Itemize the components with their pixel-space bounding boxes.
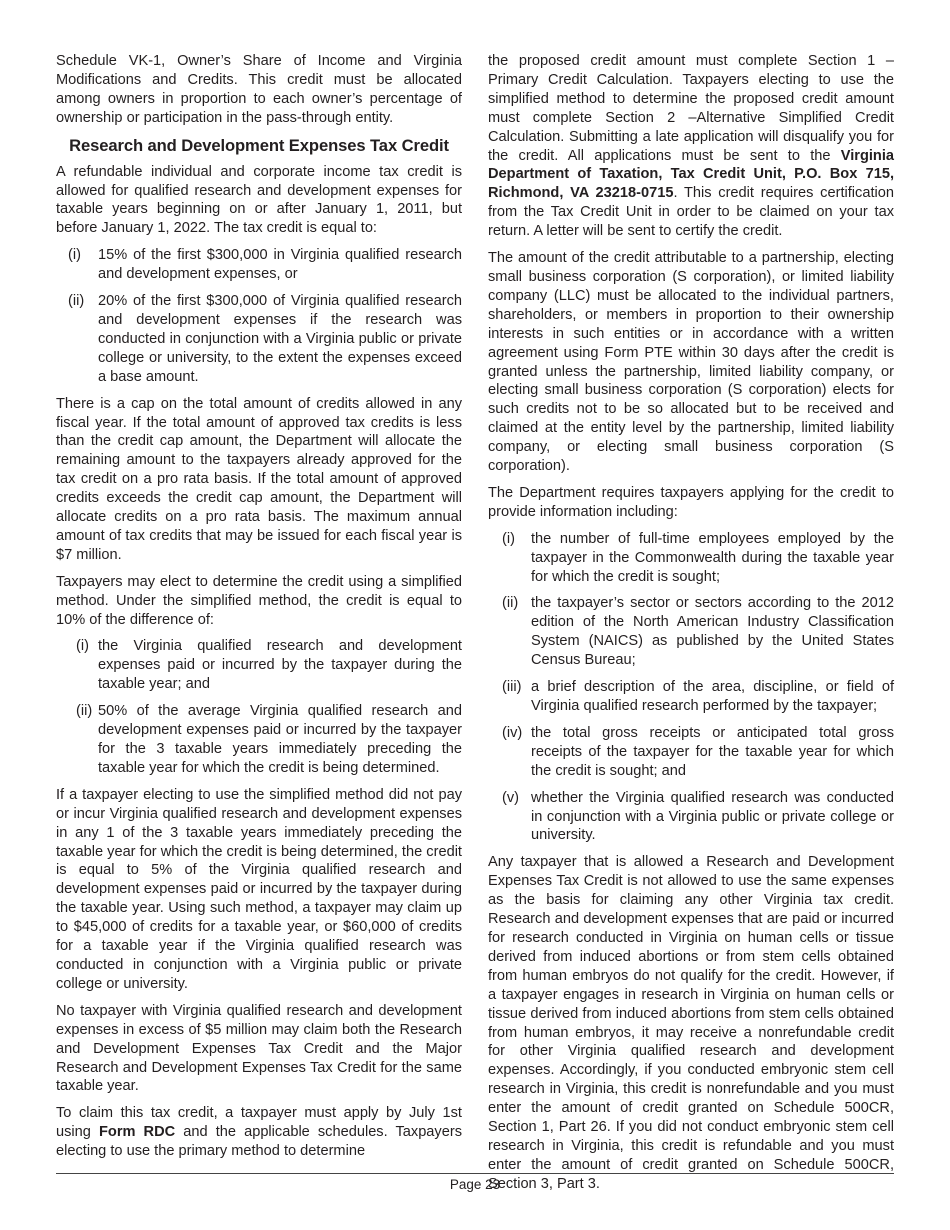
list-item-number: (iv) (502, 724, 523, 741)
list-item-number: (ii) (76, 703, 93, 720)
list-item-text: whether the Virginia qualified research was conducted in conjunction with a Virginia public or private college or university. (531, 789, 894, 844)
five-million-limit-paragraph: No taxpayer with Virginia qualified research and development expenses in excess of $5 million may claim both the Research and Development Expenses Tax Credit and the Major Research and Development Expenses Tax Credit for the same taxable year. (56, 1002, 462, 1095)
application-text-cont: . This credit requires certification from the Tax Credit Unit in order to be claimed on your tax return. A letter will be sent to certify the credit. (488, 185, 894, 240)
list-item-number: (v) (502, 789, 520, 806)
list-item-text: 15% of the first $300,000 in Virginia qualified research and development expenses, or (98, 247, 462, 283)
footer-divider (56, 1173, 894, 1174)
list-item (488, 724, 894, 781)
list-item-number: (ii) (68, 293, 85, 310)
list-item-number: (i) (68, 247, 81, 264)
list-item (56, 292, 462, 387)
list-item-number: (i) (76, 638, 89, 655)
list-item (488, 594, 894, 670)
simplified-method-paragraph: Taxpayers may elect to determine the credit using a simplified method. Under the simplified method, the credit is equal to 10% of the difference of: (56, 573, 462, 628)
simplified-method-list (56, 637, 462, 777)
list-item (488, 678, 894, 716)
how-to-claim-text-cont: and the applicable schedules. Taxpayers electing to use the primary method to determine (56, 1124, 462, 1160)
list-item-text: the number of full-time employees employed by the taxpayer in the Commonwealth during the taxable year for which the credit is sought; (531, 530, 894, 585)
mailing-address: Virginia Department of Taxation, Tax Credit Unit, P.O. Box 715, Richmond, VA 23218-0715 (488, 147, 894, 202)
list-item-number: (i) (502, 530, 515, 547)
required-info-paragraph: The Department requires taxpayers applying for the credit to provide information including: (488, 484, 894, 520)
no-prior-expenses-paragraph: If a taxpayer electing to use the simplified method did not pay or incur Virginia qualified research and development expenses in any 1 of the 3 taxable years immediately preceding the taxable year for which the credit is being determined, the credit is equal to 5% of the Virginia qualified research and development expenses paid or incurred by the taxpayer during the taxable year. Using such method, a taxpayer may claim up to $45,000 of credits for a taxable year, or $60,000 of credits for a taxable year if the Virginia qualified research was conducted in conjunction with a Virginia public or private college or university. (56, 786, 462, 992)
credit-definition-paragraph: A refundable individual and corporate income tax credit is allowed for qualified research and development expenses for taxable years beginning on or after January 1, 2011, but before January 1, 2022. The tax credit is equal to: (56, 163, 462, 237)
list-item-text: the taxpayer’s sector or sectors according to the 2012 edition of the North American Industry Classification System (NAICS) as published by the United States Census Bureau; (531, 595, 894, 669)
list-item-text: 20% of the first $300,000 of Virginia qualified research and development expenses if the research was conducted in conjunction with a Virginia public or private college or university, to the extent the expenses exceed a base amount. (98, 293, 462, 385)
page-number: Page 23 (449, 1177, 501, 1192)
intro-paragraph: Schedule VK-1, Owner’s Share of Income and Virginia Modifications and Credits. This credit must be allocated among owners in proportion to each owner’s percentage of ownership or participation in the pass-through entity. (56, 53, 462, 126)
how-to-claim-text: To claim this tax credit, a taxpayer must apply by July 1st using (56, 1105, 462, 1141)
section-heading: Research and Development Expenses Tax Credit (69, 135, 449, 155)
list-item-number: (ii) (502, 595, 519, 612)
list-item (56, 246, 462, 284)
credit-rate-list (56, 246, 462, 386)
list-item-text: 50% of the average Virginia qualified research and development expenses paid or incurred by the taxpayer for the 3 taxable years immediately preceding the taxable year for which the credit is being determined. (98, 703, 462, 776)
required-info-list (488, 530, 894, 846)
list-item-text: the Virginia qualified research and development expenses paid or incurred by the taxpayer during the taxable year; and (98, 638, 462, 693)
list-item (488, 530, 894, 587)
stem-cell-paragraph: Any taxpayer that is allowed a Research and Development Expenses Tax Credit is not allowed to use the same expenses as the basis for claiming any other Virginia tax credit. Research and development expenses that are paid or incurred for research conducted in Virginia on human cells or tissue derived from induced abortions or from stem cells obtained from human embryos do not qualify for the credit. However, if a taxpayer engages in research in Virginia on human cells or tissue derived from induced abortions from stem cells obtained from human embryos, it may receive a nonrefundable credit for other Virginia qualified research and development expenses. Accordingly, if you conducted embryonic stem cell research in Virginia, this credit is nonrefundable and you must enter the amount of credit granted on Schedule 500CR, Section 1, Part 26. If you did not conduct embryonic stem cell research in Virginia, this credit is refundable and you must enter the amount of credit granted on Schedule 500CR, Section 3, Part 3. (488, 854, 894, 1192)
how-to-claim-paragraph (56, 1104, 462, 1161)
application-paragraph (488, 52, 894, 241)
right-column (488, 52, 894, 1202)
list-item-text: the total gross receipts or anticipated total gross receipts of the taxpayer for the taxable year for which the credit is sought; and (531, 724, 894, 779)
list-item-number: (iii) (502, 679, 522, 696)
credit-cap-paragraph: There is a cap on the total amount of credits allowed in any fiscal year. If the total amount of approved tax credits is less than the credit cap amount, the Department will allocate the remaining amount to the taxpayers already approved for the tax credit on a pro rata basis. If the total amount of approved credits exceeds the credit cap amount, the Department will allocate credits on a pro rata basis. The maximum annual amount of tax credits that may be issued for each fiscal year is $7 million. (56, 395, 462, 563)
left-column (56, 52, 462, 1169)
list-item (56, 702, 462, 778)
list-item (56, 637, 462, 694)
list-item (488, 789, 894, 846)
list-item-text: a brief description of the area, discipline, or field of Virginia qualified research performed by the taxpayer; (531, 679, 894, 714)
application-text: the proposed credit amount must complete Section 1 – Primary Credit Calculation. Taxpayers electing to use the simplified method to determine the proposed credit amount must complete Section 2 –Alternative Simplified Credit Calculation. Submitting a late application will disqualify you for the credit. All applications must be sent to the (488, 53, 894, 164)
pass-through-allocation-paragraph: The amount of the credit attributable to a partnership, electing small business corporation (S corporation), or limited liability company (LLC) must be allocated to the individual partners, shareholders, or members in proportion to their ownership interests in such entities or in accordance with a written agreement using Form PTE within 30 days after the credit is granted unless the partnership, limited liability company, or electing small business corporation (S corporation) elects for such credits not to be so allocated but to be received and claimed at the entity level by the partnership, limited liability company, or electing small business corporation (S corporation). (488, 250, 894, 475)
form-rdc-reference: Form RDC (98, 1124, 176, 1141)
